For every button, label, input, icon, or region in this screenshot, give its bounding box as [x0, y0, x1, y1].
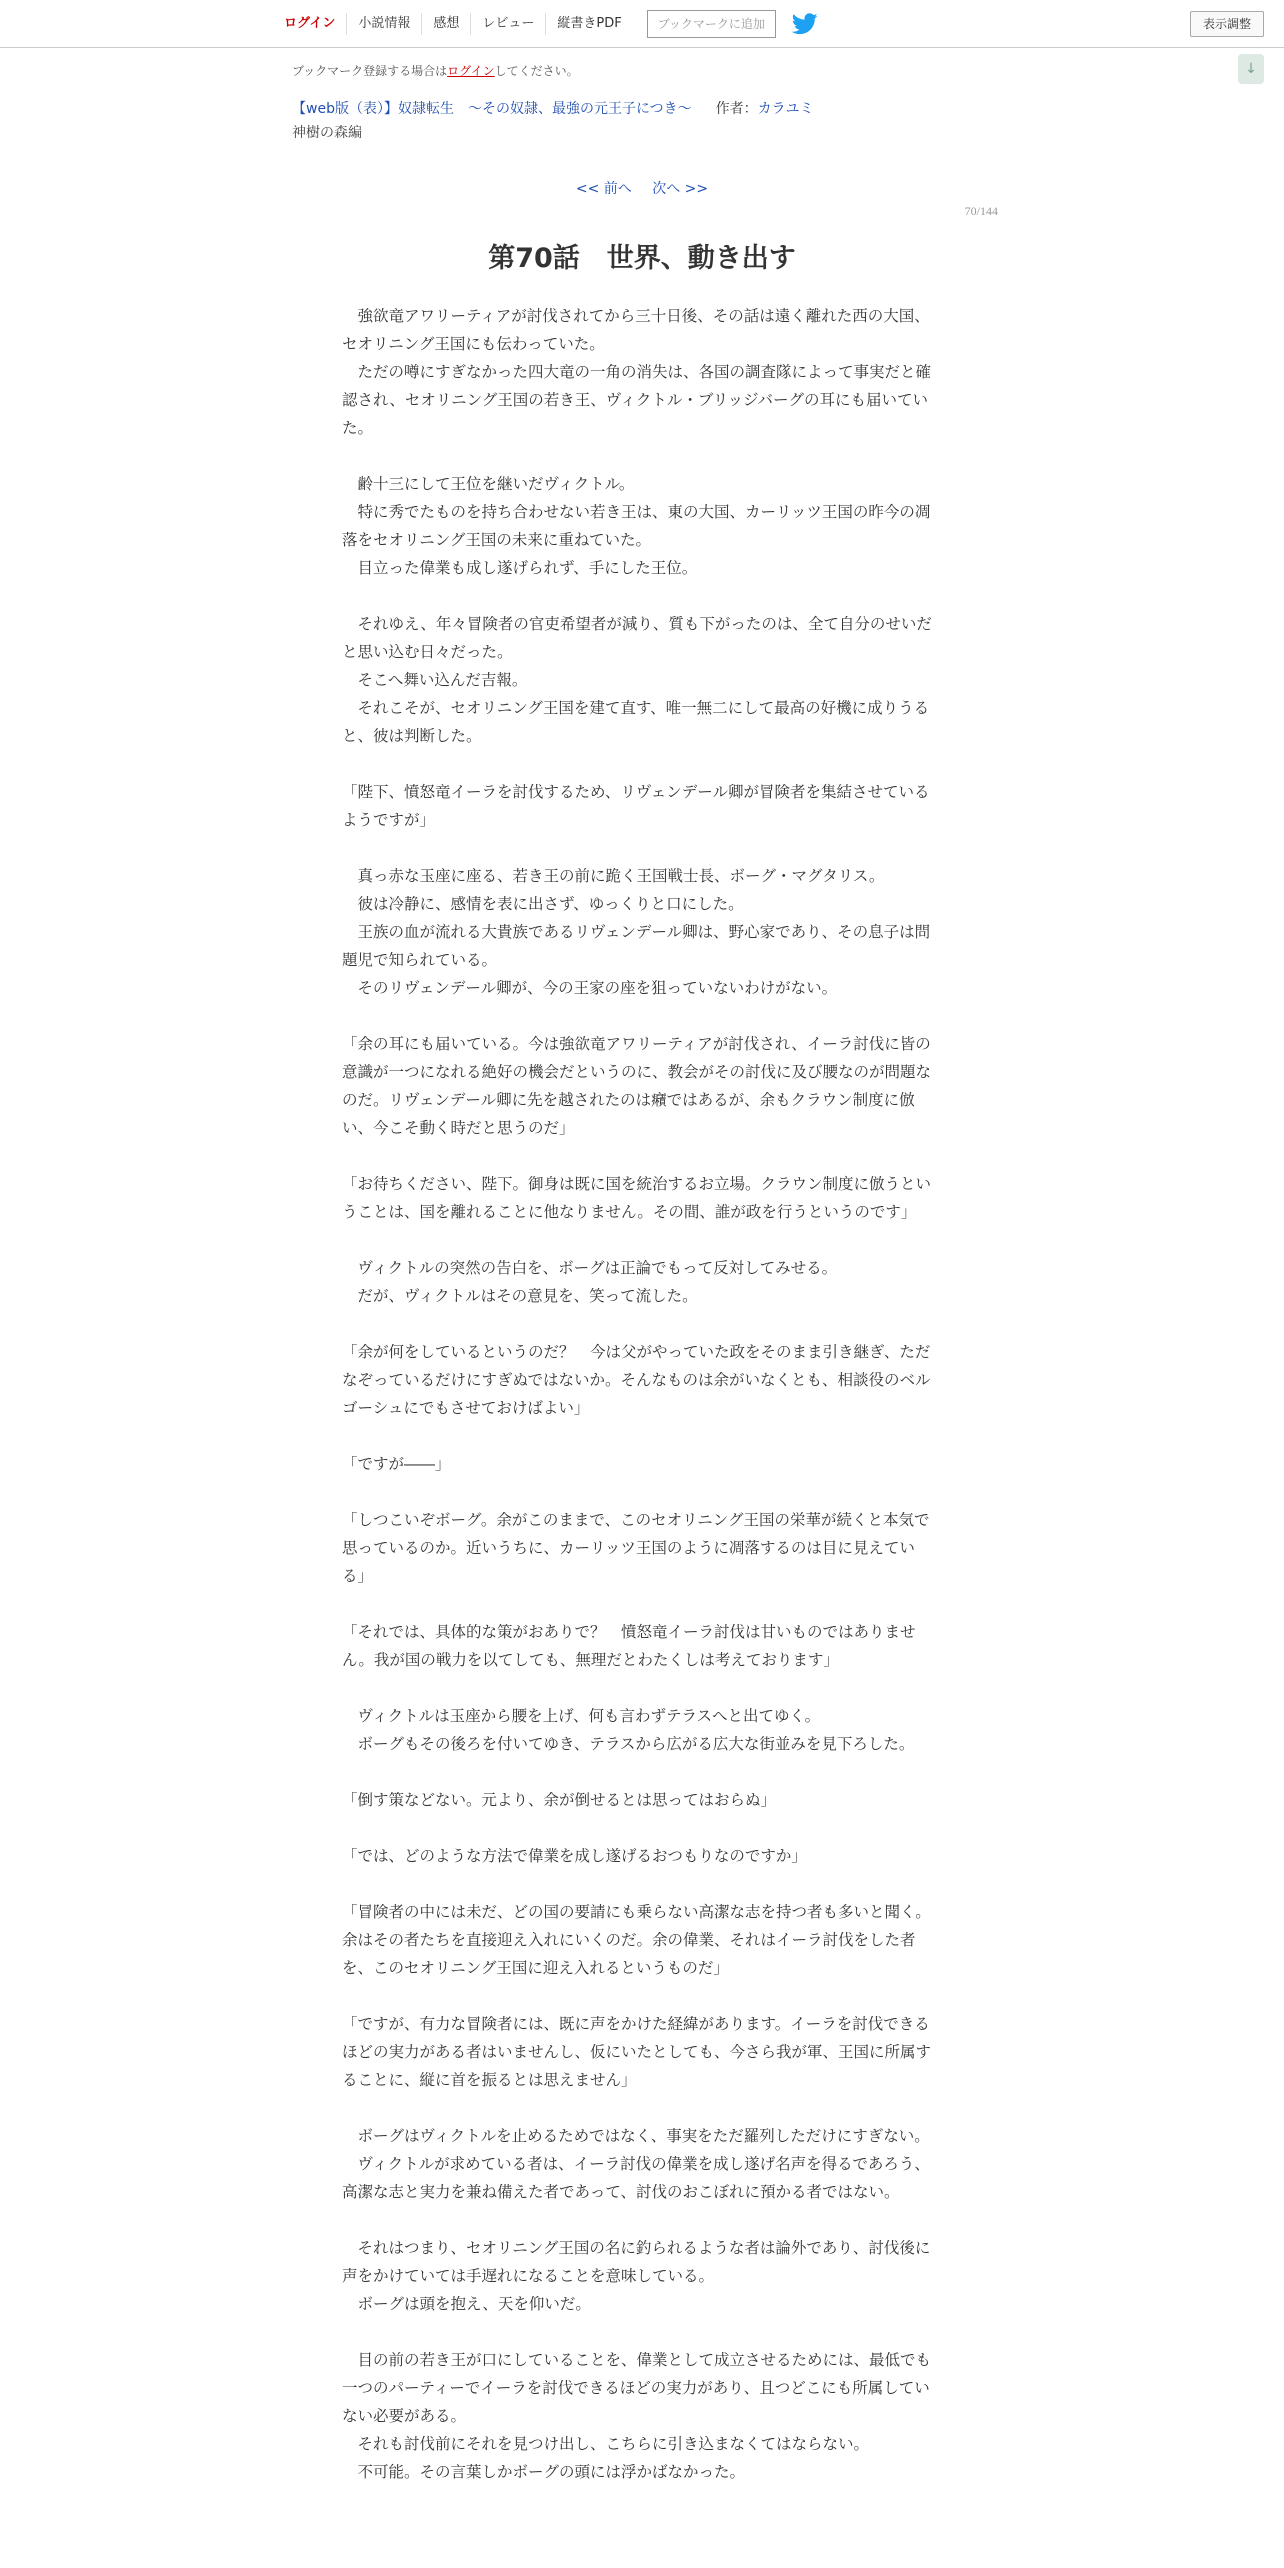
- body-paragraph: ボーグは頭を抱え、天を仰いだ。: [342, 2295, 591, 2313]
- scroll-down-arrow-icon[interactable]: ↓: [1238, 54, 1264, 84]
- body-paragraph: ただの噂にすぎなかった四大竜の一角の消失は、各国の調査隊によって事実だと確認され、セオリニング王国の若き王、ヴィクトル・ブリッジバーグの耳にも届いていた。: [342, 363, 932, 437]
- body-paragraph: それも討伐前にそれを見つけ出し、こちらに引き込まなくてはならない。: [342, 2435, 870, 2453]
- notice-prefix: ブックマーク登録する場合は: [292, 64, 448, 78]
- nav-login[interactable]: ログイン: [284, 16, 336, 31]
- body-paragraph: 「余の耳にも届いている。今は強欲竜アワリーティアが討伐され、イーラ討伐に皆の意識が一つになれる絶好の機会だというのに、教会がその討伐に及び腰なのが問題なのだ。リヴェンデール卿に先を越されたのは癪ではあるが、余もクラウン制度に倣い、今こそ動く時だと思うのだ」: [342, 1035, 932, 1137]
- body-paragraph: 強欲竜アワリーティアが討伐されてから三十日後、その話は遠く離れた西の大国、セオリニング王国にも伝わっていた。: [342, 307, 930, 353]
- blank-line: [342, 2206, 936, 2234]
- body-paragraph: 目立った偉業も成し遂げられず、手にした王位。: [342, 559, 698, 577]
- nav-reviews[interactable]: レビュー: [470, 13, 545, 35]
- blank-line: [342, 1814, 936, 1842]
- blank-line: [342, 1226, 936, 1254]
- blank-line: [342, 1758, 936, 1786]
- body-paragraph: だが、ヴィクトルはその意見を、笑って流した。: [342, 1287, 698, 1305]
- blank-line: [342, 442, 936, 470]
- body-paragraph: ボーグもその後ろを付いてゆき、テラスから広がる広大な街並みを見下ろした。: [342, 1735, 915, 1753]
- blank-line: [342, 1478, 936, 1506]
- author-label: 作者：: [715, 101, 758, 117]
- body-paragraph: 「しつこいぞボーグ。余がこのままで、このセオリニング王国の栄華が続くと本気で思っているのか。近いうちに、カーリッツ王国のように凋落するのは目に見えている」: [342, 1511, 930, 1585]
- body-paragraph: 「倒す策などない。元より、余が倒せるとは思ってはおらぬ」: [342, 1791, 777, 1809]
- bookmark-login-notice: [292, 62, 579, 79]
- author-link[interactable]: カラユミ: [757, 101, 814, 117]
- body-paragraph: 特に秀でたものを持ち合わせない若き王は、東の大国、カーリッツ王国の昨今の凋落をセオリニング王国の未来に重ねていた。: [342, 503, 931, 549]
- body-paragraph: ヴィクトルが求めている者は、イーラ討伐の偉業を成し遂げ名声を得るであろう、高潔な志と実力を兼ね備えた者であって、討伐のおこぼれに預かる者ではない。: [342, 2155, 930, 2201]
- blank-line: [342, 750, 936, 778]
- blank-line: [342, 1002, 936, 1030]
- chapter-pager: [0, 178, 1284, 198]
- nav-vertical-pdf[interactable]: 縦書きPDF: [545, 13, 632, 35]
- next-chapter-link[interactable]: 次へ >>: [652, 181, 709, 197]
- body-paragraph: 目の前の若き王が口にしていることを、偉業として成立させるためには、最低でも一つのパーティーでイーラを討伐できるほどの実力があり、且つどこにも所属していない必要がある。: [342, 2351, 932, 2425]
- chapter-count: 70/144: [964, 204, 998, 218]
- blank-line: [342, 1422, 936, 1450]
- blank-line: [342, 1142, 936, 1170]
- body-paragraph: ボーグはヴィクトルを止めるためではなく、事実をただ羅列しただけにすぎない。: [342, 2127, 930, 2145]
- blank-line: [342, 582, 936, 610]
- prev-chapter-link[interactable]: << 前へ: [575, 181, 632, 197]
- arc-name: 神樹の森編: [292, 125, 362, 141]
- body-paragraph: 「冒険者の中には未だ、どの国の要請にも乗らない高潔な志を持つ者も多いと聞く。余はその者たちを直接迎え入れにいくのだ。余の偉業、それはイーラ討伐をした者を、このセオリニング王国に迎え入れるというものだ」: [342, 1903, 931, 1977]
- body-paragraph: ヴィクトルは玉座から腰を上げ、何も言わずテラスへと出てゆく。: [342, 1707, 821, 1725]
- body-paragraph: 王族の血が流れる大貴族であるリヴェンデール卿は、野心家であり、その息子は問題児で知られている。: [342, 923, 931, 969]
- series-title-link[interactable]: 【web版（表）】奴隷転生 ～その奴隷、最強の元王子につき～: [292, 101, 692, 117]
- body-paragraph: 「ですが、有力な冒険者には、既に声をかけた経緯があります。イーラを討伐できるほどの実力がある者はいませんし、仮にいたとしても、今さら我が軍、王国に所属することに、縦に首を振るとは思えません」: [342, 2015, 932, 2089]
- blank-line: [342, 1982, 936, 2010]
- main-nav: [272, 0, 818, 48]
- blank-line: [342, 1674, 936, 1702]
- body-paragraph: ヴィクトルの突然の告白を、ボーグは正論でもって反対してみせる。: [342, 1259, 838, 1277]
- body-paragraph: 「余が何をしているというのだ？ 今は父がやっていた政をそのまま引き継ぎ、ただなぞっているだけにすぎぬではないか。そんなものは余がいなくとも、相談役のベルゴーシュにでもさせておけばよい」: [342, 1343, 931, 1417]
- display-settings-button[interactable]: 表示調整: [1190, 11, 1264, 37]
- blank-line: [342, 834, 936, 862]
- top-navigation-bar: [0, 0, 1284, 48]
- blank-line: [342, 1870, 936, 1898]
- notice-login-link[interactable]: ログイン: [447, 64, 495, 78]
- blank-line: [342, 1590, 936, 1618]
- body-paragraph: 齢十三にして王位を継いだヴィクトル。: [342, 475, 635, 493]
- body-paragraph: それこそが、セオリニング王国を建て直す、唯一無二にして最高の好機に成りうると、彼は判断した。: [342, 699, 930, 745]
- blank-line: [342, 2094, 936, 2122]
- body-paragraph: そのリヴェンデール卿が、今の王家の座を狙っていないわけがない。: [342, 979, 838, 997]
- body-paragraph: 「では、どのような方法で偉業を成し遂げるおつもりなのですか」: [342, 1847, 807, 1865]
- body-paragraph: そこへ舞い込んだ吉報。: [342, 671, 528, 689]
- blank-line: [342, 2318, 936, 2346]
- body-paragraph: それゆえ、年々冒険者の官吏希望者が減り、質も下がったのは、全て自分のせいだと思い込む日々だった。: [342, 615, 932, 661]
- body-paragraph: 「ですが――」: [342, 1455, 451, 1473]
- notice-suffix: してください。: [494, 64, 579, 78]
- chapter-title: 第70話 世界、動き出す: [488, 243, 796, 274]
- nav-novel-info[interactable]: 小説情報: [346, 13, 421, 35]
- add-bookmark-button[interactable]: ブックマークに追加: [647, 10, 776, 38]
- body-paragraph: それはつまり、セオリニング王国の名に釣られるような者は論外であり、討伐後に声をかけていては手遅れになることを意味している。: [342, 2239, 931, 2285]
- body-paragraph: 彼は冷静に、感情を表に出さず、ゆっくりと口にした。: [342, 895, 744, 913]
- blank-line: [342, 1310, 936, 1338]
- body-paragraph: 「それでは、具体的な策がおありで？ 憤怒竜イーラ討伐は甘いものではありません。我が国の戦力を以てしても、無理だとわたくしは考えております」: [342, 1623, 916, 1669]
- body-paragraph: 真っ赤な玉座に座る、若き王の前に跪く王国戦士長、ボーグ・マグタリス。: [342, 867, 885, 885]
- nav-impressions[interactable]: 感想: [421, 13, 470, 35]
- twitter-icon[interactable]: [792, 13, 818, 35]
- body-paragraph: 「お待ちください、陛下。御身は既に国を統治するお立場。クラウン制度に倣うということは、国を離れることに他なりません。その間、誰が政を行うというのです」: [342, 1175, 932, 1221]
- series-info: [292, 98, 814, 118]
- body-paragraph: 「陛下、憤怒竜イーラを討伐するため、リヴェンデール卿が冒険者を集結させているようですが」: [342, 783, 930, 829]
- novel-body-text: [342, 302, 936, 2486]
- body-paragraph: 不可能。その言葉しかボーグの頭には浮かばなかった。: [342, 2463, 746, 2481]
